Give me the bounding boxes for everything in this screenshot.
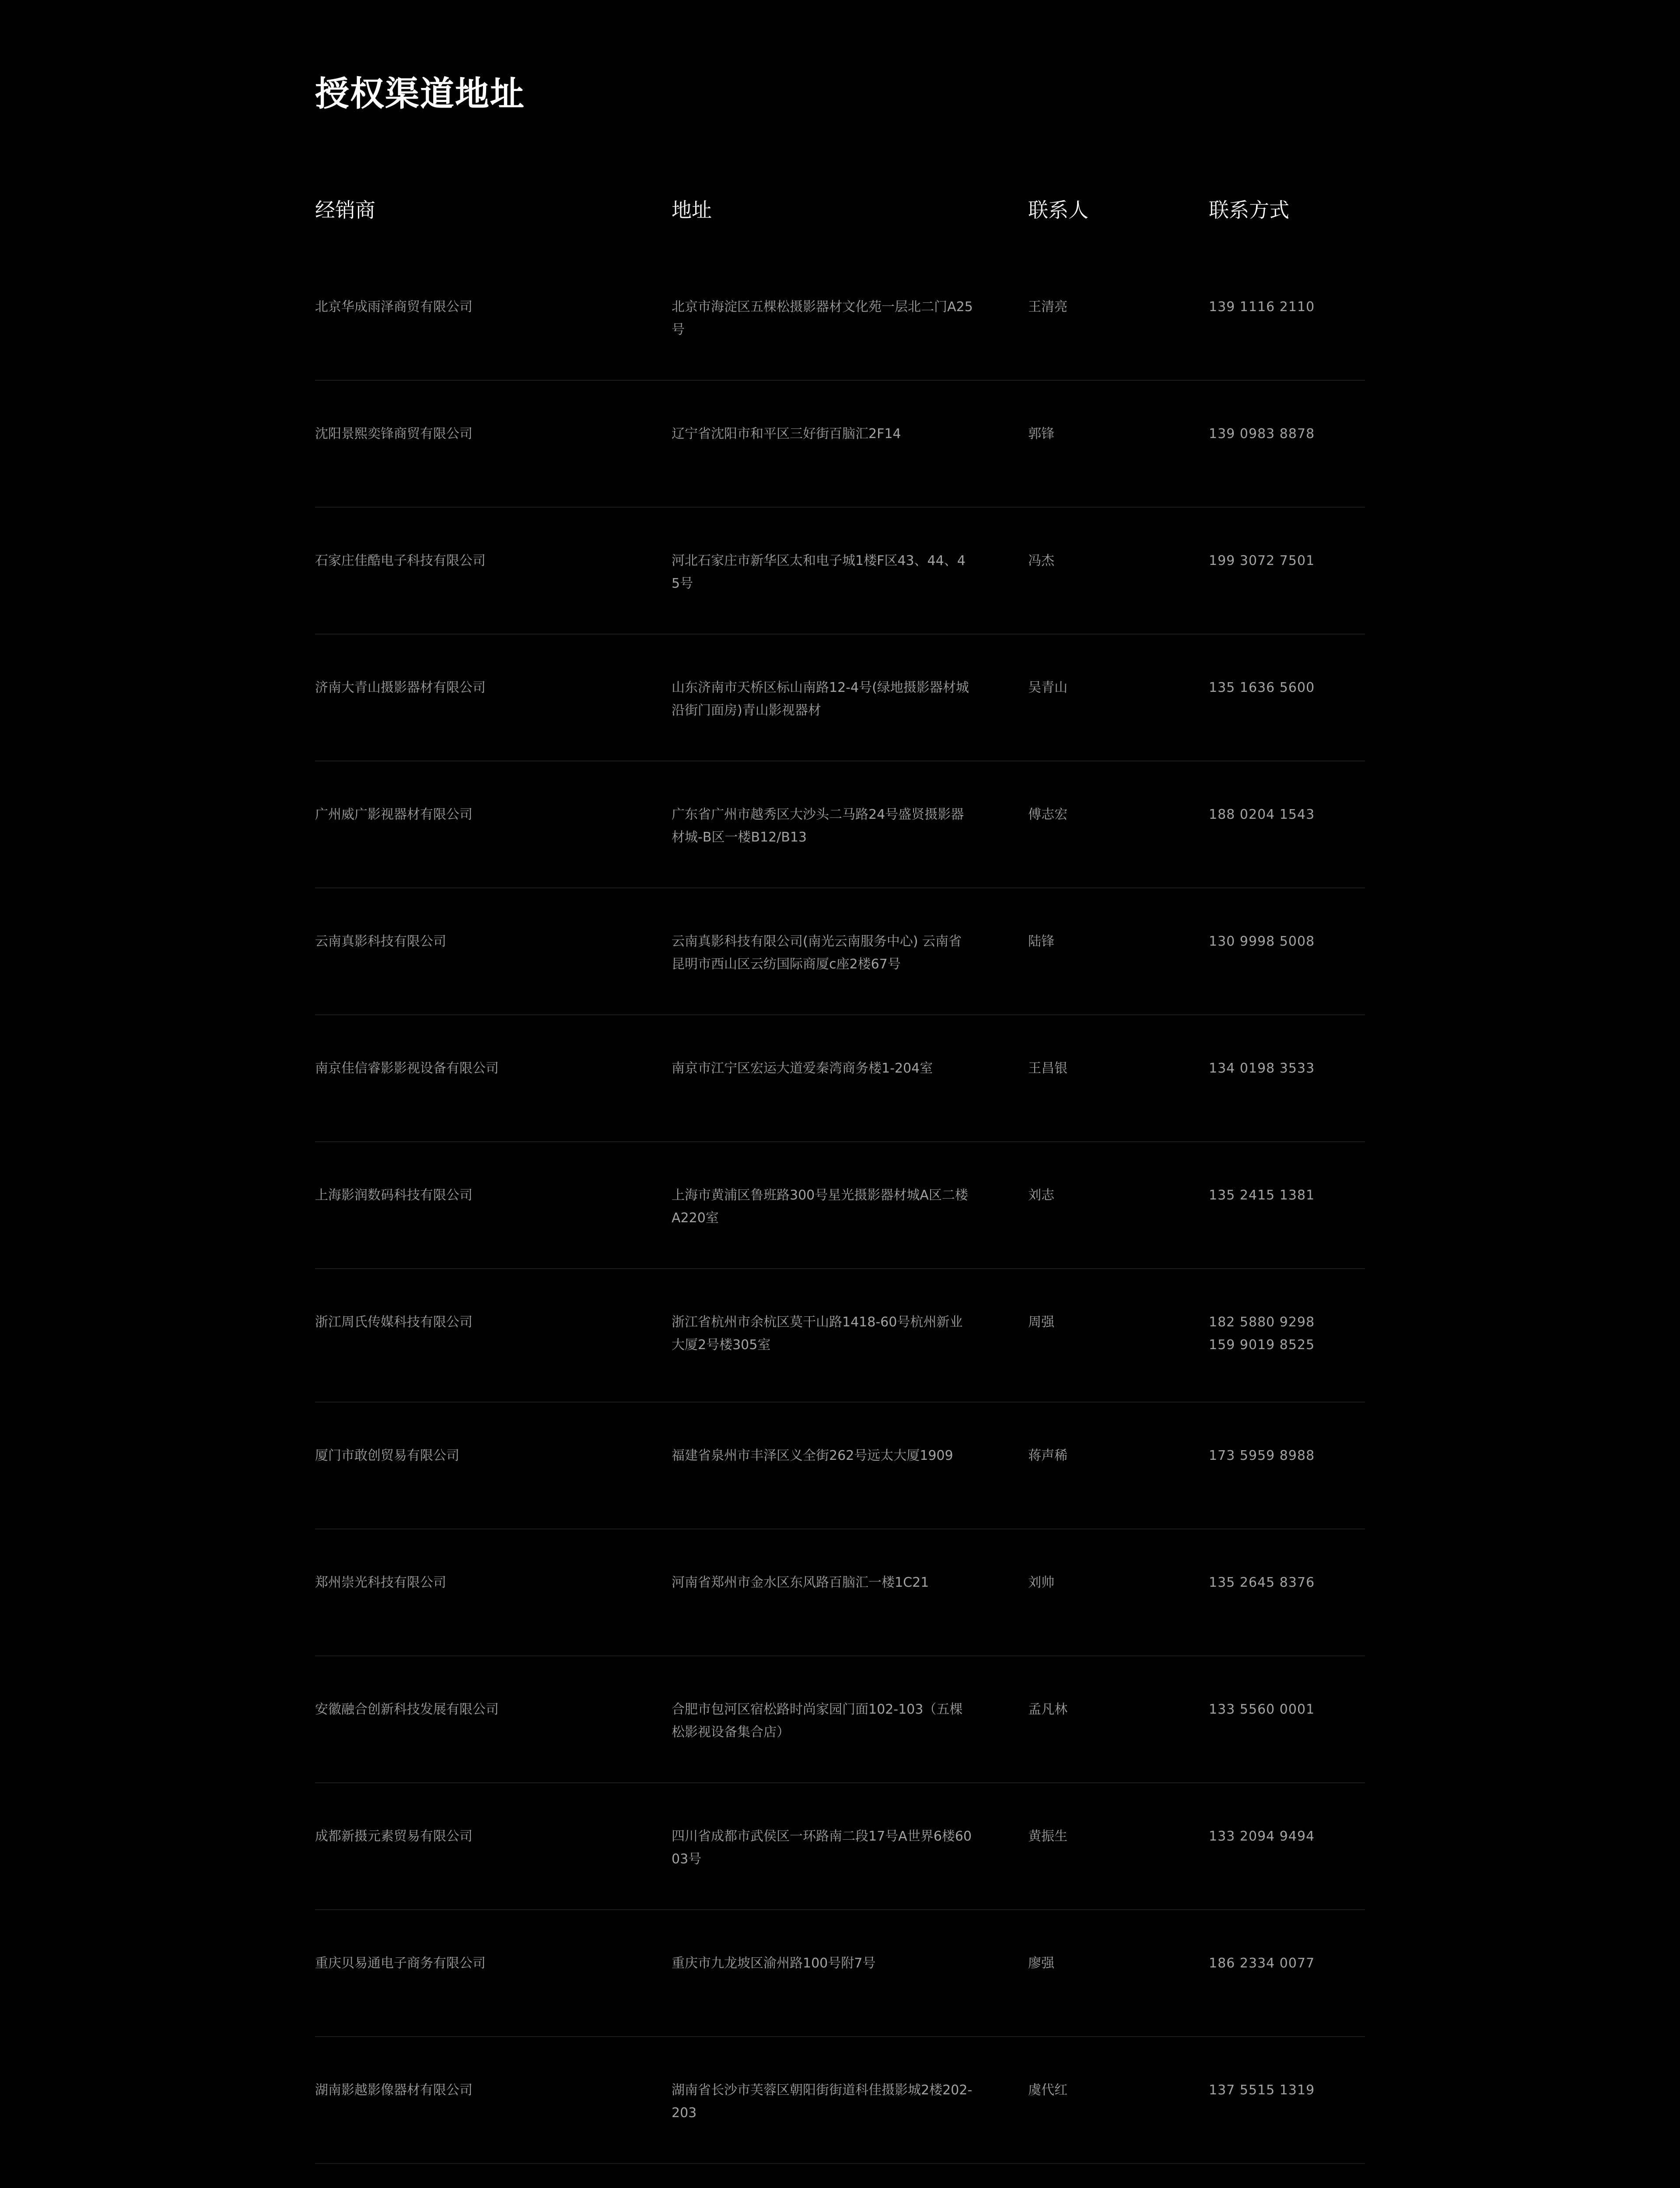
dealer-address: 福建省泉州市丰泽区义全街262号远太大厦1909 bbox=[672, 1448, 953, 1463]
dealer-address: 浙江省杭州市余杭区莫干山路1418-60号杭州新业大厦2号楼305室 bbox=[672, 1315, 963, 1353]
contact-phone: 135 2645 8376 bbox=[1209, 1575, 1315, 1590]
dealer-name: 济南大青山摄影器材有限公司 bbox=[315, 680, 486, 695]
dealer-address: 北京市海淀区五棵松摄影器材文化苑一层北二门A25号 bbox=[672, 299, 973, 337]
dealer-name: 郑州崇光科技有限公司 bbox=[315, 1575, 446, 1590]
contact-phone: 137 5515 1319 bbox=[1209, 2083, 1315, 2098]
dealer-address: 合肥市包河区宿松路时尚家园门面102-103（五棵松影视设备集合店） bbox=[672, 1702, 963, 1740]
dealer-name: 云南真影科技有限公司 bbox=[315, 934, 446, 949]
table-row bbox=[315, 1910, 1365, 2037]
dealer-name: 安徽融合创新科技发展有限公司 bbox=[315, 1702, 499, 1717]
table-row bbox=[315, 1142, 1365, 1269]
contact-person: 陆锋 bbox=[1028, 934, 1054, 949]
contact-phone: 186 2334 0077 bbox=[1209, 1956, 1315, 1971]
table-row bbox=[315, 761, 1365, 888]
contact-phone: 134 0198 3533 bbox=[1209, 1061, 1315, 1076]
table-row bbox=[315, 2037, 1365, 2164]
page-title: 授权渠道地址 bbox=[315, 74, 525, 114]
header-dealer: 经销商 bbox=[315, 198, 375, 222]
contact-person: 廖强 bbox=[1028, 1956, 1054, 1971]
dealer-name: 重庆贝易通电子商务有限公司 bbox=[315, 1956, 486, 1971]
table-row bbox=[315, 1269, 1365, 1403]
table-row bbox=[315, 1403, 1365, 1529]
contact-person: 黄振生 bbox=[1028, 1829, 1068, 1844]
contact-person: 虞代红 bbox=[1028, 2083, 1068, 2098]
table-row bbox=[315, 381, 1365, 508]
table-header bbox=[315, 188, 1365, 232]
header-phone: 联系方式 bbox=[1209, 198, 1289, 222]
contact-phone: 182 5880 9298 159 9019 8525 bbox=[1209, 1315, 1315, 1353]
dealer-address: 四川省成都市武侯区一环路南二段17号A世界6楼6003号 bbox=[672, 1829, 972, 1867]
table-row bbox=[315, 508, 1365, 635]
dealer-name: 上海影润数码科技有限公司 bbox=[315, 1188, 472, 1203]
dealer-name: 石家庄佳酷电子科技有限公司 bbox=[315, 553, 486, 568]
dealer-name: 沈阳景熙奕锋商贸有限公司 bbox=[315, 426, 472, 442]
contact-phone: 130 9998 5008 bbox=[1209, 934, 1315, 949]
dealer-name: 南京佳信睿影影视设备有限公司 bbox=[315, 1061, 499, 1076]
table-row bbox=[315, 2164, 1365, 2188]
contact-person: 郭锋 bbox=[1028, 426, 1054, 442]
table-row bbox=[315, 1015, 1365, 1142]
contact-phone: 133 2094 9494 bbox=[1209, 1829, 1315, 1844]
dealer-address: 重庆市九龙坡区渝州路100号附7号 bbox=[672, 1956, 876, 1971]
contact-person: 刘帅 bbox=[1028, 1575, 1054, 1590]
dealer-name: 北京华成雨泽商贸有限公司 bbox=[315, 299, 472, 315]
dealer-address: 河北石家庄市新华区太和电子城1楼F区43、44、45号 bbox=[672, 553, 966, 591]
contact-person: 蒋声稀 bbox=[1028, 1448, 1068, 1463]
dealer-address: 山东济南市天桥区标山南路12-4号(绿地摄影器材城沿街门面房)青山影视器材 bbox=[672, 680, 969, 718]
dealer-address: 上海市黄浦区鲁班路300号星光摄影器材城A区二楼A220室 bbox=[672, 1188, 968, 1226]
dealer-address: 南京市江宁区宏运大道爱秦湾商务楼1-204室 bbox=[672, 1061, 933, 1076]
contact-phone: 188 0204 1543 bbox=[1209, 807, 1315, 822]
dealer-address: 辽宁省沈阳市和平区三好街百脑汇2F14 bbox=[672, 426, 901, 442]
dealer-address: 云南真影科技有限公司(南光云南服务中心) 云南省昆明市西山区云纺国际商厦c座2楼67号 bbox=[672, 934, 962, 972]
table-row bbox=[315, 254, 1365, 381]
contact-person: 吴青山 bbox=[1028, 680, 1068, 695]
contact-person: 孟凡林 bbox=[1028, 1702, 1068, 1717]
contact-phone: 135 1636 5600 bbox=[1209, 680, 1315, 695]
contact-phone: 139 0983 8878 bbox=[1209, 426, 1315, 442]
table-row bbox=[315, 1529, 1365, 1656]
contact-phone: 173 5959 8988 bbox=[1209, 1448, 1315, 1463]
contact-phone: 199 3072 7501 bbox=[1209, 553, 1315, 568]
contact-phone: 139 1116 2110 bbox=[1209, 299, 1315, 315]
contact-person: 傅志宏 bbox=[1028, 807, 1068, 822]
contact-person: 王清亮 bbox=[1028, 299, 1068, 315]
dealer-table bbox=[315, 254, 1365, 2188]
contact-person: 冯杰 bbox=[1028, 553, 1054, 568]
header-contact: 联系人 bbox=[1028, 198, 1088, 222]
dealer-address: 广东省广州市越秀区大沙头二马路24号盛贤摄影器材城-B区一楼B12/B13 bbox=[672, 807, 964, 845]
table-row bbox=[315, 635, 1365, 761]
dealer-name: 浙江周氏传媒科技有限公司 bbox=[315, 1315, 472, 1330]
table-row bbox=[315, 888, 1365, 1015]
dealer-name: 成都新摄元素贸易有限公司 bbox=[315, 1829, 472, 1844]
contact-phone: 135 2415 1381 bbox=[1209, 1188, 1315, 1203]
dealer-address: 湖南省长沙市芙蓉区朝阳街街道科佳摄影城2楼202-203 bbox=[672, 2083, 973, 2121]
table-row bbox=[315, 1783, 1365, 1910]
dealer-address: 河南省郑州市金水区东风路百脑汇一楼1C21 bbox=[672, 1575, 929, 1590]
contact-person: 王昌银 bbox=[1028, 1061, 1068, 1076]
contact-person: 刘志 bbox=[1028, 1188, 1054, 1203]
dealer-name: 湖南影越影像器材有限公司 bbox=[315, 2083, 472, 2098]
header-address: 地址 bbox=[672, 198, 712, 222]
contact-phone: 133 5560 0001 bbox=[1209, 1702, 1315, 1717]
table-row bbox=[315, 1656, 1365, 1783]
contact-person: 周强 bbox=[1028, 1315, 1054, 1330]
dealer-name: 广州威广影视器材有限公司 bbox=[315, 807, 472, 822]
dealer-name: 厦门市敢创贸易有限公司 bbox=[315, 1448, 459, 1463]
